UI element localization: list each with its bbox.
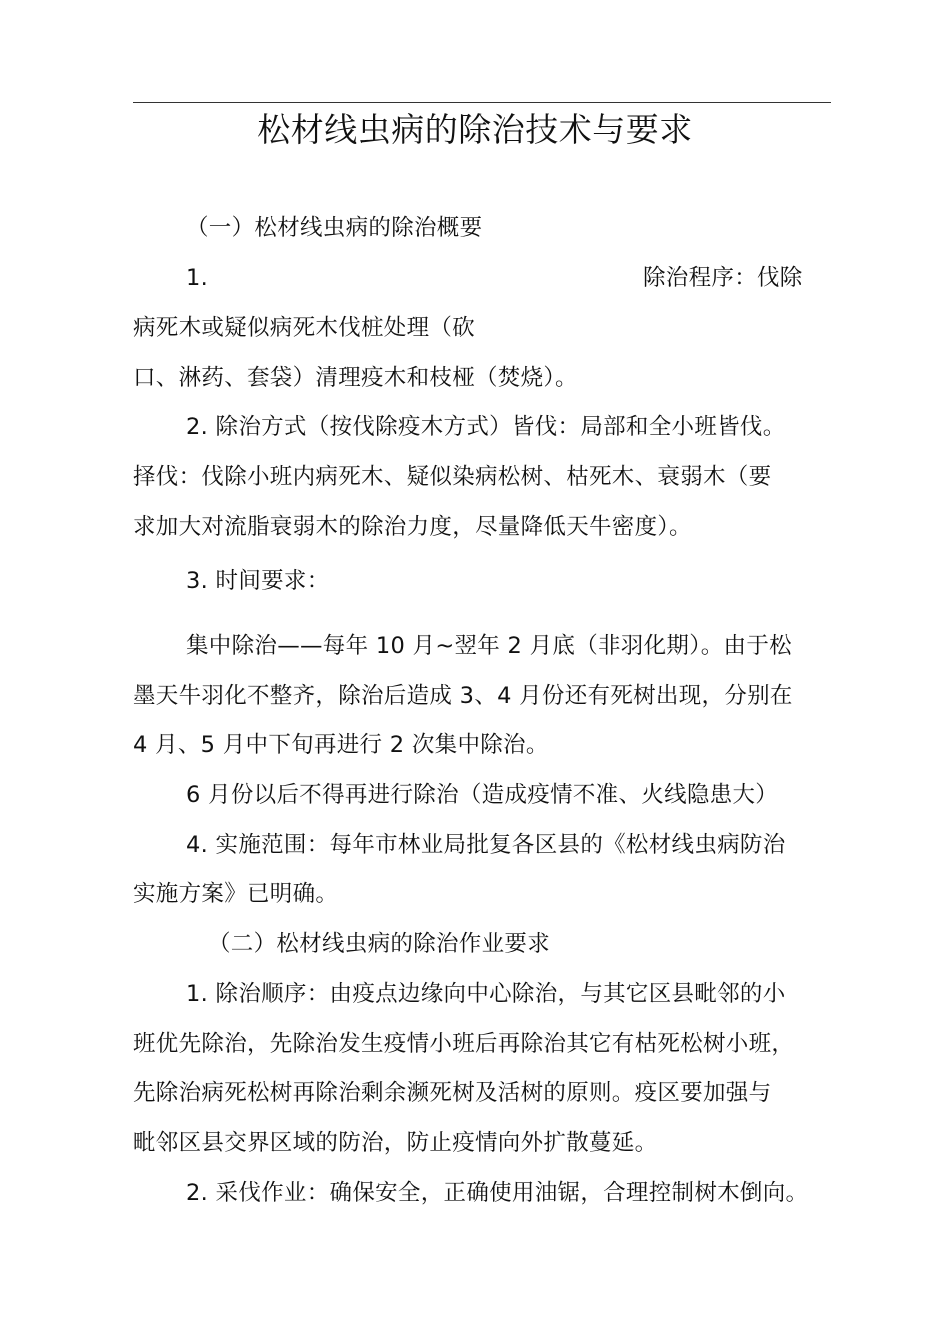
s1-item1-label: 除治程序：伐除 [643, 265, 803, 291]
s2-item2-line1: 2. 采伐作业：确保安全，正确使用油锯，合理控制树木倒向。 [186, 1180, 809, 1206]
s1-item4-line2: 实施方案》已明确。 [133, 881, 339, 907]
document-title: 松材线虫病的除治技术与要求 [257, 110, 693, 149]
section1-heading: （一）松材线虫病的除治概要 [186, 215, 483, 241]
s1-item3-line3: 4 月、5 月中下旬再进行 2 次集中除治。 [133, 732, 549, 758]
s2-item1-line4: 毗邻区县交界区域的防治，防止疫情向外扩散蔓延。 [133, 1130, 658, 1156]
s1-item1-number: 1. [186, 265, 209, 291]
s1-item3-line4: 6 月份以后不得再进行除治（造成疫情不准、火线隐患大） [186, 782, 779, 808]
s1-item2-line3: 求加大对流脂衰弱木的除治力度，尽量降低天牛密度）。 [133, 514, 692, 540]
s1-item1-line3: 口、淋药、套袋）清理疫木和枝桠（焚烧）。 [133, 365, 578, 391]
header-rule [133, 102, 831, 103]
section2-heading: （二）松材线虫病的除治作业要求 [208, 931, 551, 957]
s1-item3-line1: 集中除治——每年 10 月~翌年 2 月底（非羽化期）。由于松 [186, 633, 792, 659]
s1-item1-line2: 病死木或疑似病死木伐桩处理（砍 [133, 315, 476, 341]
s1-item3-heading: 3. 时间要求： [186, 568, 330, 594]
s1-item3-line2: 墨天牛羽化不整齐，除治后造成 3、4 月份还有死树出现，分别在 [133, 683, 793, 709]
s1-item2-line1: 2. 除治方式（按伐除疫木方式）皆伐：局部和全小班皆伐。 [186, 414, 786, 440]
s2-item1-line3: 先除治病死松树再除治剩余濒死树及活树的原则。疫区要加强与 [133, 1080, 772, 1106]
s1-item4-line1: 4. 实施范围：每年市林业局批复各区县的《松材线虫病防治 [186, 832, 786, 858]
s1-item2-line2: 择伐：伐除小班内病死木、疑似染病松树、枯死木、衰弱木（要 [133, 464, 772, 490]
s2-item1-line1: 1. 除治顺序：由疫点边缘向中心除治，与其它区县毗邻的小 [186, 981, 786, 1007]
s2-item1-line2: 班优先除治，先除治发生疫情小班后再除治其它有枯死松树小班， [133, 1031, 795, 1057]
